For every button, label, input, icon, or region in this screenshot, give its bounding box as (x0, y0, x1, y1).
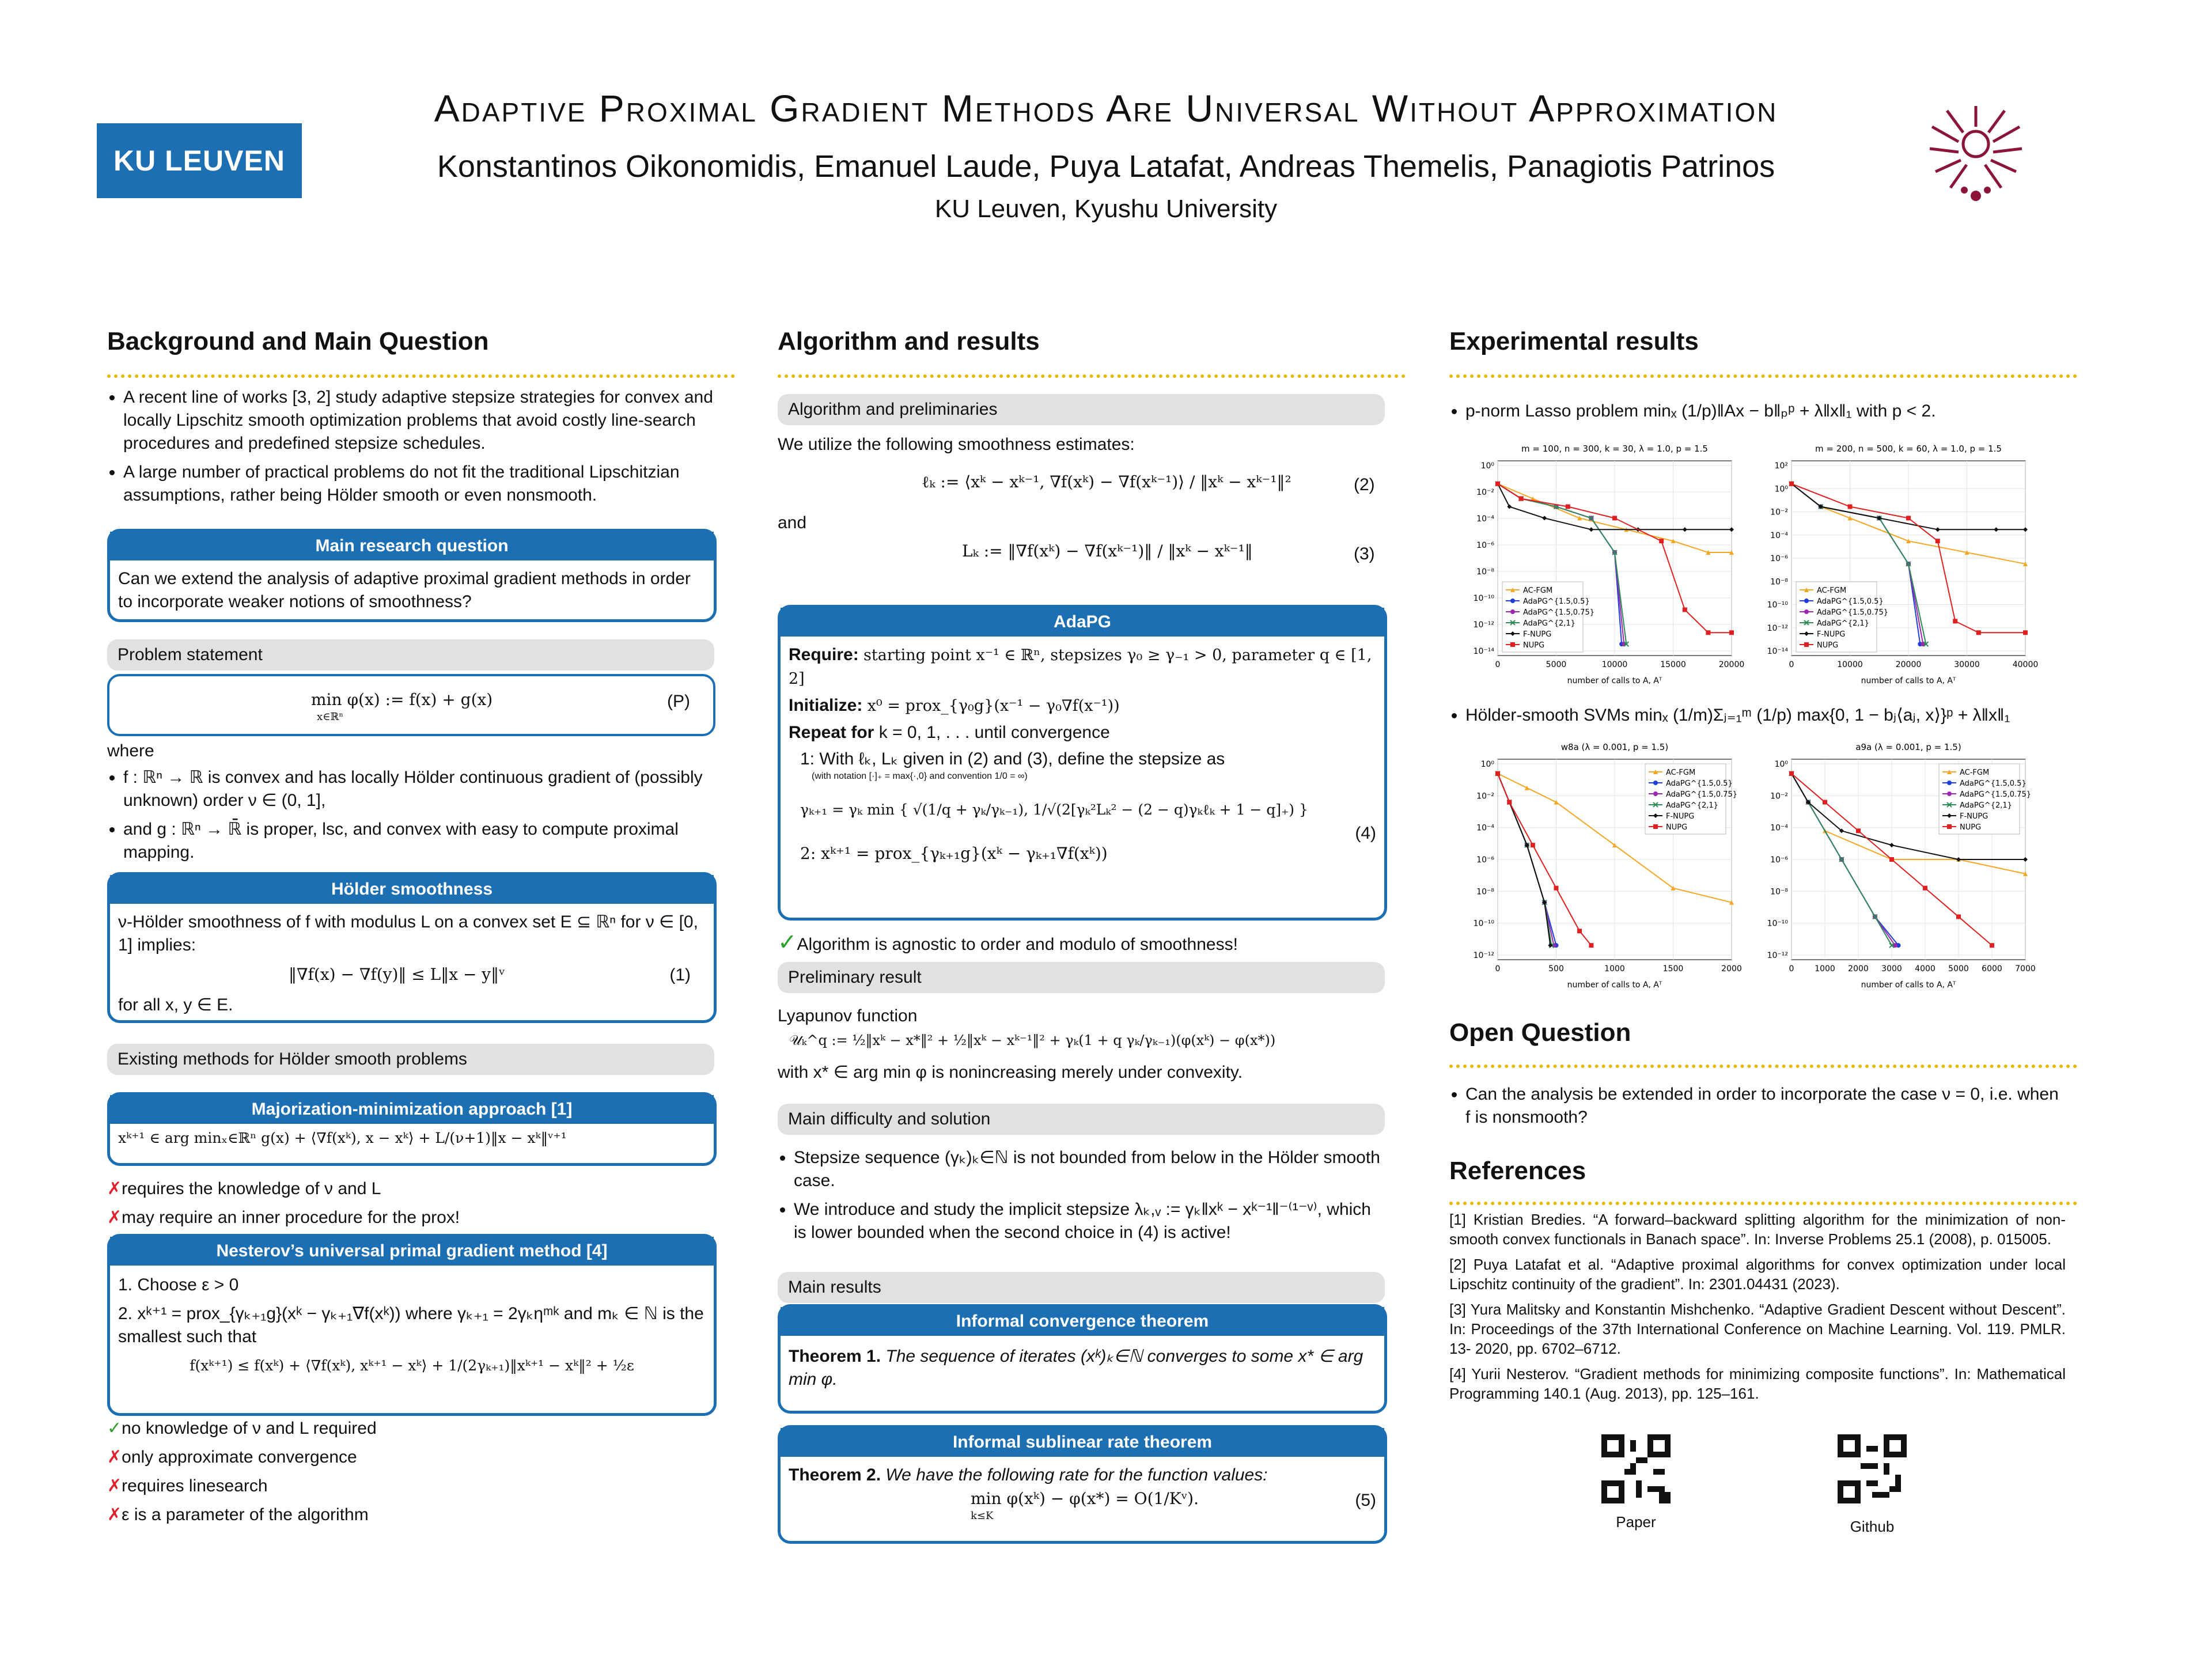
x-tick-label: 0 (1495, 964, 1501, 974)
data-point (1554, 886, 1559, 891)
data-point (1577, 929, 1582, 933)
svm-bullet (1449, 704, 2077, 733)
data-point (1789, 482, 1794, 486)
nesterov-equation: f(xᵏ⁺¹) ≤ f(xᵏ) + ⟨∇f(xᵏ), xᵏ⁺¹ − xᵏ⟩ + 1/(2γₖ₊₁)‖xᵏ⁺¹ − xᵏ‖² + ½ε (190, 1357, 634, 1374)
data-point (1804, 599, 1809, 603)
theorem-2-sub: k≤K (971, 1510, 994, 1522)
data-point (1531, 843, 1535, 847)
divider (778, 374, 1406, 378)
y-tick-label: 10⁻¹⁰ (1473, 919, 1494, 929)
x-axis-label: number of calls to A, Aᵀ (1861, 676, 1956, 685)
data-point (1789, 771, 1794, 776)
nesterov-pro: ✓no knowledge of ν and L required (107, 1419, 377, 1438)
github-qr-label: Github (1850, 1518, 1895, 1535)
y-tick-label: 10⁻⁸ (1476, 887, 1494, 897)
problem-statement-header: Problem statement (107, 639, 714, 671)
data-point (1923, 886, 1927, 891)
plot-title: m = 100, n = 300, k = 30, λ = 1.0, p = 1.5 (1521, 444, 1708, 454)
mm-con-2: ✗may require an inner procedure for the prox! (107, 1208, 460, 1227)
reference-item: [1] Kristian Bredies. “A forward–backward splitting algorithm for the minimization of non-smooth convex functionals in Banach space”. In: Inverse Problems 25.1 (2008), p. 015005. (1449, 1211, 2066, 1248)
x-tick-label: 5000 (1546, 660, 1567, 669)
L-equation: Lₖ := ‖∇f(xᵏ) − ∇f(xᵏ⁻¹)‖ / ‖xᵏ − xᵏ⁻¹‖ (962, 541, 1253, 560)
data-point (1848, 505, 1853, 509)
legend-label: AdaPG^{1.5,0.75} (1523, 608, 1594, 617)
y-tick-label: 10² (1774, 461, 1788, 471)
x-tick-label: 6000 (1982, 964, 2002, 974)
y-tick-label: 10⁰ (1480, 461, 1494, 471)
plot-title: a9a (λ = 0.001, p = 1.5) (1855, 742, 1961, 752)
box-title: AdaPG (781, 608, 1384, 637)
data-point (1683, 607, 1687, 612)
data-point (1566, 505, 1570, 509)
where-bullets (107, 766, 714, 870)
y-tick-label: 10⁻¹² (1767, 951, 1788, 960)
y-tick-label: 10⁻⁴ (1476, 514, 1494, 524)
theorem-1-box (778, 1304, 1387, 1414)
adapg-box (778, 605, 1387, 921)
x-tick-label: 5000 (1948, 964, 1969, 974)
theorem-1: Theorem 1. The sequence of iterates (xᵏ)ₖ∈ℕ converges to some x* ∈ arg min φ. (789, 1347, 1363, 1389)
references-heading: References (1449, 1157, 1586, 1185)
y-tick-label: 10⁰ (1774, 760, 1788, 769)
y-tick-label: 10⁻⁸ (1770, 577, 1788, 587)
data-point (1729, 630, 1734, 635)
col2-heading: Algorithm and results (778, 327, 1040, 355)
data-point (1936, 539, 1940, 543)
list-item: • f : ℝⁿ → ℝ is convex and has locally Hölder continuous gradient of (possibly unknown) order ν ∈ (0, 1], (123, 766, 714, 812)
data-point (1653, 781, 1658, 785)
y-tick-label: 10⁻⁶ (1770, 554, 1788, 563)
y-tick-label: 10⁻⁶ (1476, 541, 1494, 550)
legend-label: NUPG (1817, 641, 1839, 650)
x-tick-label: 20000 (1718, 660, 1745, 669)
nesterov-box (107, 1234, 717, 1416)
legend-label: AdaPG^{1.5,0.5} (1666, 779, 1733, 788)
main-results-header: Main results (778, 1272, 1385, 1303)
nesterov-step-1: 1. Choose ε > 0 (118, 1275, 239, 1294)
step-2: 2: xᵏ⁺¹ = prox_{γₖ₊₁g}(xᵏ − γₖ₊₁∇f(xᵏ)) (800, 844, 1108, 863)
legend-label: F-NUPG (1960, 812, 1988, 821)
legend-label: AdaPG^{1.5,0.5} (1960, 779, 2027, 788)
difficulty-header: Main difficulty and solution (778, 1104, 1385, 1135)
legend-label: F-NUPG (1817, 630, 1846, 639)
eq-tag: (P) (667, 692, 690, 711)
require-line: Require: starting point x⁻¹ ∈ ℝⁿ, stepsizes γ₀ ≥ γ₋₁ > 0, parameter q ∈ [1, 2] (789, 645, 1372, 688)
x-tick-label: 4000 (1915, 964, 1936, 974)
where-label: where (107, 741, 154, 760)
y-tick-label: 10⁻⁴ (1476, 823, 1494, 833)
kyushu-seal-icon (1924, 104, 2028, 207)
theorem-2-box (778, 1425, 1387, 1544)
col1-heading: Background and Main Question (107, 327, 489, 355)
data-point (1804, 609, 1809, 614)
lasso-plot-2 (1745, 438, 2039, 691)
data-point (1856, 828, 1861, 833)
data-point (1653, 824, 1658, 829)
divider (1449, 1065, 2077, 1068)
x-tick-label: 40000 (2012, 660, 2039, 669)
nesterov-con-3: ✗ε is a parameter of the algorithm (107, 1505, 369, 1524)
x-tick-label: 1000 (1815, 964, 1835, 974)
open-question-text (1449, 1083, 2066, 1135)
data-point (1706, 630, 1710, 635)
box-title: Majorization-minimization approach [1] (110, 1095, 714, 1124)
repeat-line: Repeat for k = 0, 1, . . . until convergence (789, 723, 1110, 742)
mm-box (107, 1092, 717, 1166)
legend-label: NUPG (1666, 823, 1688, 832)
agnostic-note: ✓Algorithm is agnostic to order and modulo of smoothness! (778, 930, 1238, 955)
y-tick-label: 10⁻¹² (1473, 620, 1494, 630)
poster-title: Adaptive Proximal Gradient Methods Are Universal Without Approximation (434, 87, 1778, 130)
list-item: • Stepsize sequence (γₖ)ₖ∈ℕ is not bounded from below in the Hölder smooth case. (794, 1146, 1385, 1192)
box-title: Informal convergence theorem (781, 1307, 1384, 1336)
data-point (1947, 791, 1952, 796)
problem-equation: min φ(x) := f(x) + g(x) (311, 690, 493, 709)
x-tick-label: 0 (1495, 660, 1501, 669)
x-tick-label: 7000 (2015, 964, 2036, 974)
data-point (1906, 516, 1911, 520)
data-point (1507, 800, 1512, 805)
legend-label: AdaPG^{1.5,0.75} (1817, 608, 1888, 617)
problem-box (107, 674, 715, 736)
list-item: • Can the analysis be extended in order to incorporate the case ν = 0, i.e. when f is nonsmooth? (1465, 1083, 2066, 1129)
divider (1449, 374, 2077, 378)
list-item: • A large number of practical problems do not fit the traditional Lipschitzian assumptions, rather being Hölder smooth or even nonsmooth. (123, 461, 714, 507)
data-point (1510, 609, 1515, 614)
legend-label: AC-FGM (1960, 768, 1990, 777)
y-tick-label: 10⁻¹⁴ (1473, 647, 1494, 656)
data-point (1947, 781, 1952, 785)
x-tick-label: 1000 (1604, 964, 1625, 974)
svm-plot-w8a (1452, 736, 1740, 995)
box-title: Hölder smoothness (110, 875, 714, 904)
holder-equation: ‖∇f(x) − ∇f(y)‖ ≤ L‖x − y‖ᵛ (289, 965, 505, 984)
data-point (1947, 824, 1952, 829)
y-tick-label: 10⁻⁸ (1476, 567, 1494, 577)
x-tick-label: 10000 (1837, 660, 1863, 669)
x-tick-label: 500 (1548, 964, 1564, 974)
x-tick-label: 10000 (1601, 660, 1628, 669)
list-item: • Hölder-smooth SVMs minₓ (1/m)Σⱼ₌₁ᵐ (1/p) max{0, 1 − bⱼ⟨aⱼ, x⟩}ᵖ + λ‖x‖₁ (1465, 704, 2077, 727)
nesterov-con-2: ✗requires linesearch (107, 1476, 268, 1495)
list-item: • A recent line of works [3, 2] study adaptive stepsize strategies for convex and locally Lipschitz smooth optimization problems that avoid costly line-search procedures and predefined stepsize schedules. (123, 386, 714, 455)
legend-label: AdaPG^{2,1} (1523, 619, 1575, 628)
reference-item: [4] Yurii Nesterov. “Gradient methods for minimizing composite functions”. In: Mathematical Programming 140.1 (Aug. 2013), pp. 125–161. (1449, 1365, 2066, 1402)
nesterov-con-1: ✗only approximate convergence (107, 1448, 357, 1467)
step-1: 1: With ℓₖ, Lₖ given in (2) and (3), define the stepsize as (800, 749, 1225, 768)
existing-methods-header: Existing methods for Hölder smooth problems (107, 1044, 714, 1075)
svm-plot-a9a (1745, 736, 2036, 995)
data-point (1990, 943, 1994, 948)
reference-item: [2] Puya Latafat et al. “Adaptive proximal algorithms for convex optimization under local Lipschitz continuity of the gradient”. In: 2301.04431 (2023). (1449, 1256, 2066, 1293)
notation-note: (with notation [·]₊ = max{·,0} and convention 1/0 = ∞) (812, 771, 1028, 781)
x-axis-label: number of calls to A, Aᵀ (1567, 980, 1662, 990)
data-point (1976, 630, 1981, 635)
holder-for: for all x, y ∈ E. (118, 995, 233, 1014)
legend-label: AdaPG^{1.5,0.5} (1817, 597, 1884, 606)
y-tick-label: 10⁻² (1770, 791, 1788, 801)
legend-label: AdaPG^{1.5,0.75} (1960, 790, 2031, 799)
lyapunov-label: Lyapunov function (778, 1006, 918, 1025)
box-title: Nesterov’s universal primal gradient method [4] (110, 1237, 714, 1266)
data-point (1889, 857, 1894, 862)
x-tick-label: 1500 (1662, 964, 1684, 974)
legend-label: AdaPG^{2,1} (1817, 619, 1869, 628)
plot-title: m = 200, n = 500, k = 60, λ = 1.0, p = 1.5 (1815, 444, 2002, 454)
logo-text: KU LEUVEN (113, 145, 285, 177)
x-tick-label: 3000 (1881, 964, 1902, 974)
eq-tag: (1) (669, 965, 691, 984)
theorem-2-equation: min φ(xᵏ) − φ(x*) = O(1/Kᵛ). (971, 1489, 1199, 1508)
y-tick-label: 10⁻⁴ (1770, 531, 1788, 540)
legend-label: NUPG (1523, 641, 1545, 650)
theorem-2: Theorem 2. We have the following rate for the function values: (789, 1465, 1268, 1484)
lasso-plot-1 (1452, 438, 1745, 691)
references-list (1449, 1210, 2066, 1409)
data-point (1823, 800, 1827, 805)
plot-title: w8a (λ = 0.001, p = 1.5) (1560, 742, 1669, 752)
problem-sub: x∈ℝⁿ (317, 711, 344, 723)
algorithm-preliminaries-header: Algorithm and preliminaries (778, 394, 1385, 425)
y-tick-label: 10⁻¹⁰ (1767, 919, 1788, 929)
box-text: Can we extend the analysis of adaptive proximal gradient methods in order to incorporate weaker notions of smoothness? (118, 569, 691, 611)
x-tick-label: 0 (1789, 964, 1794, 974)
legend-label: NUPG (1960, 823, 1982, 832)
gamma-equation: γₖ₊₁ = γₖ min { √(1/q + γₖ/γₖ₋₁), 1/√(2[γₖ²Lₖ² − (2 − q)γₖℓₖ + 1 − q]₊) } (800, 801, 1308, 818)
legend-label: AdaPG^{2,1} (1666, 801, 1718, 810)
difficulty-bullets (778, 1146, 1385, 1250)
x-axis-label: number of calls to A, Aᵀ (1567, 676, 1662, 685)
col3-heading: Experimental results (1449, 327, 1699, 355)
y-tick-label: 10⁻² (1476, 488, 1494, 497)
ell-equation: ℓₖ := ⟨xᵏ − xᵏ⁻¹, ∇f(xᵏ) − ∇f(xᵏ⁻¹)⟩ / ‖xᵏ − xᵏ⁻¹‖² (922, 472, 1291, 491)
legend-label: AdaPG^{1.5,0.5} (1523, 597, 1590, 606)
x-axis-label: number of calls to A, Aᵀ (1861, 980, 1956, 990)
legend-label: AdaPG^{2,1} (1960, 801, 2012, 810)
background-bullets (107, 386, 714, 513)
y-tick-label: 10⁻¹² (1473, 951, 1494, 960)
data-point (1495, 771, 1500, 776)
y-tick-label: 10⁻¹⁰ (1473, 594, 1494, 603)
main-question-box (107, 529, 717, 622)
data-point (1495, 482, 1500, 486)
y-tick-label: 10⁻⁶ (1476, 855, 1494, 865)
data-point (2023, 630, 2028, 635)
open-question-heading: Open Question (1449, 1018, 1631, 1047)
list-item: • We introduce and study the implicit stepsize λₖ,ᵥ := γₖ‖xᵏ − xᵏ⁻¹‖⁻⁽¹⁻ᵛ⁾, which is lower bounded when the second choice in (4) is active! (794, 1198, 1385, 1244)
eq-tag: (3) (1354, 544, 1375, 563)
box-title: Informal sublinear rate theorem (781, 1428, 1384, 1457)
affiliation: KU Leuven, Kyushu University (934, 195, 1278, 223)
nesterov-step-2: 2. xᵏ⁺¹ = prox_{γₖ₊₁g}(xᵏ − γₖ₊₁∇f(xᵏ)) where γₖ₊₁ = 2γₖηᵐᵏ and mₖ ∈ ℕ is the smallest such that (118, 1304, 704, 1346)
authors: Konstantinos Oikonomidis, Emanuel Laude, Puya Latafat, Andreas Themelis, Panagiotis Patrinos (437, 149, 1775, 184)
mm-con-1: ✗requires the knowledge of ν and L (107, 1179, 381, 1198)
data-point (1510, 599, 1515, 603)
y-tick-label: 10⁻¹² (1767, 623, 1788, 633)
data-point (1953, 619, 1957, 623)
lasso-bullet (1449, 400, 2077, 429)
utilize-text: We utilize the following smoothness estimates: (778, 435, 1135, 454)
y-tick-label: 10⁻² (1476, 791, 1494, 801)
legend-label: F-NUPG (1666, 812, 1695, 821)
list-item: • p-norm Lasso problem minₓ (1/p)‖Ax − b‖ₚᵖ + λ‖x‖₁ with p < 2. (1465, 400, 2077, 423)
list-item: • and g : ℝⁿ → ℝ̄ is proper, lsc, and convex with easy to compute proximal mapping. (123, 818, 714, 864)
box-title: Main research question (110, 532, 714, 560)
legend-label: AC-FGM (1666, 768, 1696, 777)
divider (107, 374, 735, 378)
legend-label: AdaPG^{1.5,0.75} (1666, 790, 1737, 799)
preliminary-result-header: Preliminary result (778, 962, 1385, 993)
x-tick-label: 15000 (1660, 660, 1686, 669)
data-point (1653, 791, 1658, 796)
data-point (1804, 642, 1809, 647)
legend-label: AC-FGM (1817, 586, 1847, 595)
legend-label: F-NUPG (1523, 630, 1552, 639)
x-tick-label: 0 (1789, 660, 1794, 669)
x-tick-label: 2000 (1721, 964, 1742, 974)
eq-tag: (2) (1354, 475, 1375, 494)
box-text: ν-Hölder smoothness of f with modulus L on a convex set E ⊆ ℝⁿ for ν ∈ [0, 1] implies: (118, 912, 698, 955)
data-point (1612, 516, 1617, 520)
y-tick-label: 10⁻⁸ (1770, 887, 1788, 897)
eq-tag: (4) (1355, 824, 1376, 843)
data-point (1956, 914, 1961, 919)
github-qr-icon[interactable] (1838, 1434, 1907, 1503)
y-tick-label: 10⁻¹⁴ (1767, 647, 1788, 656)
data-point (1659, 539, 1664, 543)
divider (1449, 1202, 2077, 1205)
lyapunov-equation: 𝒰ₖ^q := ½‖xᵏ − x*‖² + ½‖xᵏ − xᵏ⁻¹‖² + γₖ(1 + q γₖ/γₖ₋₁)(φ(xᵏ) − φ(x*)) (789, 1032, 1276, 1048)
y-tick-label: 10⁰ (1774, 484, 1788, 494)
y-tick-label: 10⁻⁶ (1770, 855, 1788, 865)
x-tick-label: 20000 (1895, 660, 1922, 669)
holder-box (107, 872, 717, 1023)
initialize-line: Initialize: x⁰ = prox_{γ₀g}(x⁻¹ − γ₀∇f(x⁻¹)) (789, 696, 1120, 715)
paper-qr-label: Paper (1616, 1513, 1656, 1531)
lyapunov-with: with x* ∈ arg min φ is nonincreasing merely under convexity. (778, 1063, 1243, 1082)
x-tick-label: 2000 (1848, 964, 1869, 974)
y-tick-label: 10⁻⁴ (1770, 823, 1788, 833)
data-point (1510, 642, 1515, 647)
y-tick-label: 10⁰ (1480, 760, 1494, 769)
data-point (1589, 943, 1593, 948)
y-tick-label: 10⁻¹⁰ (1767, 600, 1788, 610)
eq-tag: (5) (1355, 1491, 1376, 1510)
mm-equation: xᵏ⁺¹ ∈ arg minₓ∈ℝⁿ g(x) + ⟨∇f(xᵏ), x − xᵏ⟩ + L/(ν+1)‖x − xᵏ‖ᵛ⁺¹ (118, 1130, 567, 1146)
y-tick-label: 10⁻² (1770, 507, 1788, 517)
data-point (1519, 497, 1524, 501)
reference-item: [3] Yura Malitsky and Konstantin Mishchenko. “Adaptive Gradient Descent without Descent”. In: Proceedings of the 37th International Conference on Machine Learning. Vol. 119. PMLR. 13- 2020, pp. 6702–6712. (1449, 1301, 2066, 1357)
and-text: and (778, 513, 807, 532)
ku-leuven-logo (97, 123, 302, 198)
x-tick-label: 30000 (1954, 660, 1980, 669)
legend-label: AC-FGM (1523, 586, 1553, 595)
paper-qr-icon[interactable] (1601, 1434, 1671, 1503)
